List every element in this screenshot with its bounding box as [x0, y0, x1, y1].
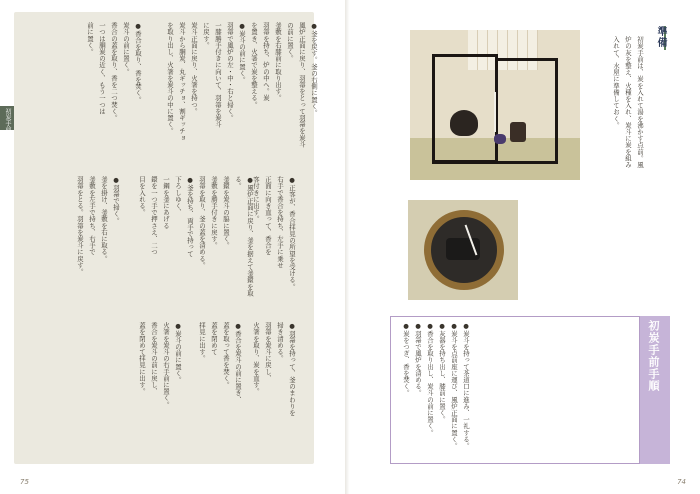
text-line: ●釜を持ち、両手で持って: [186, 176, 194, 257]
left-column-3: [84, 22, 144, 162]
text-line: 目を入れる。: [138, 176, 146, 216]
text-line: 釜敷を右膝前に取り出す。: [274, 22, 282, 102]
text-line: ●炭斗の前に置く。: [238, 22, 246, 83]
text-line: 香合の蓋を取り、香を二つ焚く。: [110, 22, 118, 121]
text-line: を取り出し、火箸を炭斗の中に置く。: [166, 22, 174, 135]
text-line: ●釜を戻す。釜の右側に置く。: [310, 22, 318, 116]
text-line: ●羽箒で風炉を清める。: [414, 322, 422, 397]
text-line: 羽箒を取り、釜の蓋を清める。: [198, 176, 206, 269]
text-line: 初炭手前は、炭を入れて湯を沸かす点前。風炉の灰を整え、火種を入れ、炭斗に炭を組み入れて、水屋に準備しておく。: [612, 36, 644, 168]
text-line: ●香合を取り、香を焚く。: [134, 22, 142, 103]
left-column-1: [248, 22, 320, 162]
text-line: 蓋を閉めて: [210, 322, 218, 355]
text-line: ●香合を炭斗の前に置き、: [234, 322, 242, 403]
text-line: 炭斗から胴炭、丸ギッチョ、割ギッチョ: [178, 22, 186, 141]
text-line: ●炭斗を点前座に運び、風炉正面に置く。: [450, 322, 458, 449]
left-column-10: [136, 322, 184, 442]
text-line: ●正客が、香合拝見の所望を受ける。: [288, 176, 296, 290]
text-line: 羽箒を持ち、炉の中へ。炭: [262, 22, 270, 102]
text-line: 正面に向き直って、香合を: [264, 176, 272, 256]
text-line: 一膝勝手付きに向いて、羽箒を炭斗: [214, 22, 222, 128]
left-column-6: [136, 176, 196, 306]
tea-stand-photo: [410, 30, 580, 180]
text-line: 風炉正面に戻り、羽箒をとって羽箒を炭斗: [298, 22, 306, 148]
text-line: 蓋を閉めて拝見に出す。: [138, 322, 146, 395]
text-line: 火箸を炭斗の右手前に置く。: [162, 322, 170, 408]
text-line: ●羽箒で掃く。: [112, 176, 120, 224]
tea-caddy: [494, 134, 506, 144]
page-number-right: 74: [677, 478, 686, 486]
text-line: 羽箒を炭斗に戻し、: [264, 322, 272, 382]
text-line: 右手で香合を持ち、左手に乗せ: [276, 176, 284, 269]
text-line: ●炭斗を持って茶道口に進み、一礼する。: [462, 322, 470, 449]
text-line: 釜を掛け、釜敷を右に取る。: [100, 176, 108, 262]
text-line: の前に置く。: [286, 22, 294, 62]
prep-paragraph: [590, 36, 646, 172]
left-column-4: [250, 176, 298, 306]
left-column-2: [164, 22, 248, 162]
text-line: ●風炉正面に戻り、釜を据えて釜鐶を取る。: [234, 176, 254, 297]
text-line: 釜鐶を炭斗の脇に置く。: [222, 176, 230, 249]
text-line: 釜敷を勝手付きに戻す。: [210, 176, 218, 249]
text-line: ●香合を取り出し、炭斗の前に置く。: [426, 322, 434, 436]
text-line: 一つは胴炭の近く、もう一つは: [98, 22, 106, 115]
text-line: 香合を炭斗の前に戻し、: [150, 322, 158, 395]
text-line: 釜敷を左手で持ち、右手で: [88, 176, 96, 256]
page-number-left: 75: [20, 478, 29, 486]
text-line: 掃き清める。: [276, 322, 284, 362]
text-line: ●炭をつぎ、香を焚く。: [402, 322, 410, 397]
charcoal-basket-photo: [408, 200, 518, 300]
text-line: に戻す。: [202, 22, 210, 49]
text-line: 蓋を取って香を焚く。: [222, 322, 230, 388]
text-line: 炭斗正面に戻り、火箸を持つ。: [190, 22, 198, 115]
iron-kettle: [450, 110, 478, 136]
text-line: を置き、火箸で炭を整える。: [250, 22, 258, 108]
ladle: [494, 92, 496, 132]
text-line: 客付きに出す。: [252, 176, 260, 223]
text-line: 鐶を一つ手で押さえ、二つ: [150, 176, 158, 256]
text-line: 前に置く。: [86, 22, 94, 55]
side-tab-label: 初炭手前: [4, 108, 11, 132]
text-line: ●羽箒を持って、釜のまわりを: [288, 322, 296, 416]
text-line: ●灰器を持ち出し、膝前に置く。: [438, 322, 446, 423]
text-line: 一鋼を釜にあげる: [162, 176, 170, 229]
lacquer-shelf-side: [498, 58, 558, 164]
left-column-9: [196, 322, 244, 442]
text-line: 炭斗の前に置く。: [122, 22, 130, 75]
lacquer-shelf: [432, 54, 498, 164]
left-column-5: [196, 176, 256, 306]
text-line: 火箸を取り、炭を直す。: [252, 322, 260, 395]
text-line: 下ろしゆく、: [174, 176, 182, 216]
text-line: 羽箒をとる。羽箒を炭斗に戻す。: [76, 176, 84, 275]
water-jar: [510, 122, 526, 142]
left-column-7: [74, 176, 122, 306]
left-column-8: [250, 322, 298, 442]
text-line: 羽箒で風炉の左・中・右と掃く。: [226, 22, 234, 121]
text-line: 拝見に出す。: [198, 322, 206, 362]
procedure-title: 初炭手前手順: [647, 320, 660, 392]
section-title-prep: 準備: [655, 26, 666, 48]
text-line: ●炭斗の前に置く。: [174, 322, 182, 383]
procedure-column: [400, 322, 472, 458]
